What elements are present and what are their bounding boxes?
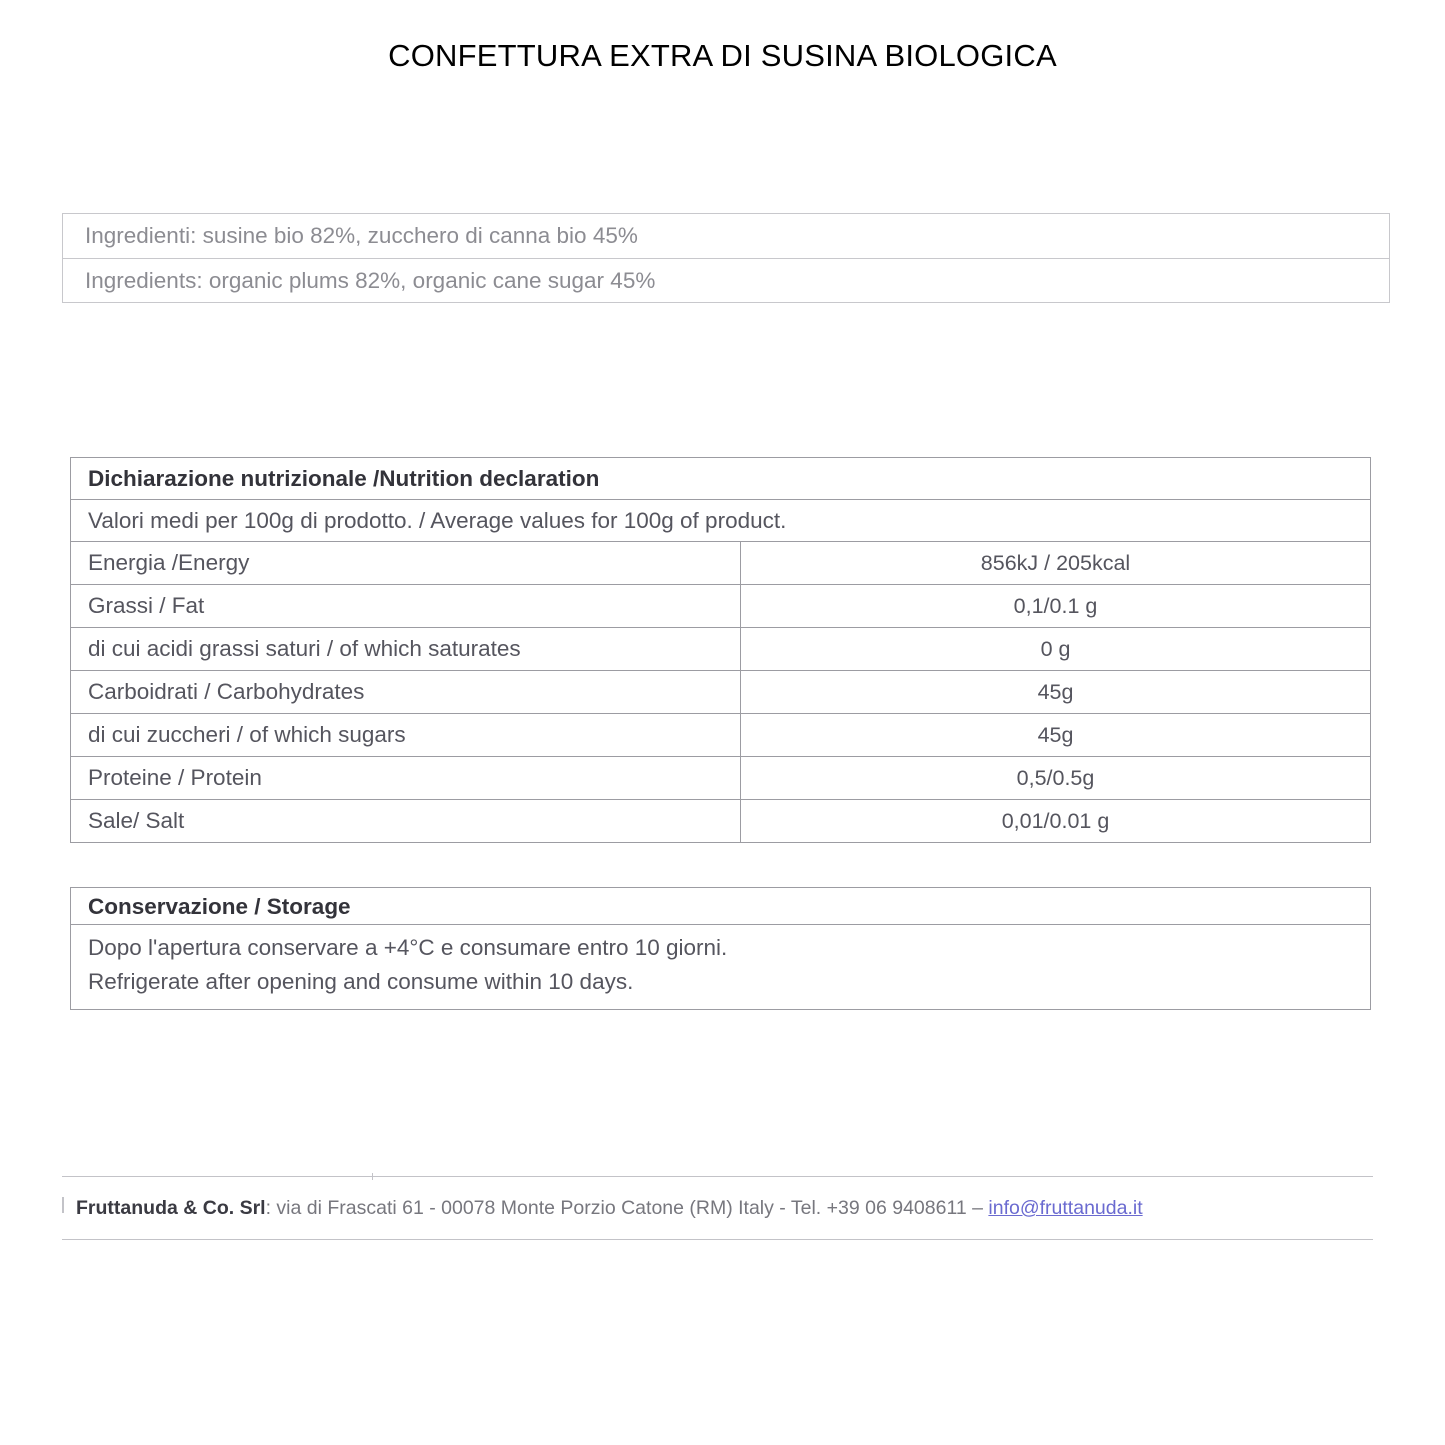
footer-left-tick: [62, 1197, 64, 1213]
table-row: [71, 757, 1371, 800]
footer: [62, 1176, 1373, 1240]
footer-content: [62, 1177, 1373, 1239]
nutrition-table-subheader: Valori medi per 100g di prodotto. / Average values for 100g of product.: [71, 500, 1371, 542]
nutrition-subheader-row: [71, 500, 1371, 542]
nutrition-header-row: [71, 458, 1371, 500]
nutrient-value: 0 g: [741, 628, 1371, 671]
nutrient-label: Carboidrati / Carbohydrates: [71, 671, 741, 714]
footer-address: : via di Frascati 61 - 00078 Monte Porzio Catone (RM) Italy - Tel. +39 06 9408611 –: [265, 1197, 989, 1219]
nutrient-label: Energia /Energy: [71, 542, 741, 585]
page-title: CONFETTURA EXTRA DI SUSINA BIOLOGICA: [388, 38, 1057, 73]
nutrient-value: 0,5/0.5g: [741, 757, 1371, 800]
nutrient-label: Sale/ Salt: [71, 800, 741, 843]
nutrient-value: 0,1/0.1 g: [741, 585, 1371, 628]
table-row: [71, 628, 1371, 671]
table-row: [71, 671, 1371, 714]
nutrient-label: di cui acidi grassi saturi / of which saturates: [71, 628, 741, 671]
nutrient-label: Proteine / Protein: [71, 757, 741, 800]
nutrient-label: Grassi / Fat: [71, 585, 741, 628]
storage-line-italian: Dopo l'apertura conservare a +4°C e consumare entro 10 giorni.: [88, 935, 728, 960]
nutrient-value: 45g: [741, 671, 1371, 714]
table-row: [71, 800, 1371, 843]
ingredients-box: [62, 213, 1390, 303]
footer-company-name: Fruttanuda & Co. Srl: [76, 1197, 266, 1219]
storage-box: [70, 887, 1371, 1010]
ingredients-english: Ingredients: organic plums 82%, organic cane sugar 45%: [63, 258, 1389, 302]
storage-header: Conservazione / Storage: [71, 888, 1370, 925]
nutrition-table-header: Dichiarazione nutrizionale /Nutrition declaration: [71, 458, 1371, 500]
storage-line-english: Refrigerate after opening and consume within 10 days.: [88, 969, 634, 994]
ingredients-italian: Ingredienti: susine bio 82%, zucchero di canna bio 45%: [85, 223, 638, 248]
nutrition-declaration-table: [70, 457, 1371, 843]
footer-bottom-rule: [62, 1239, 1373, 1240]
nutrient-label: di cui zuccheri / of which sugars: [71, 714, 741, 757]
storage-body: [71, 925, 1370, 1009]
nutrient-value: 0,01/0.01 g: [741, 800, 1371, 843]
table-row: [71, 585, 1371, 628]
footer-email-link[interactable]: info@fruttanuda.it: [988, 1197, 1143, 1219]
nutrient-value: 856kJ / 205kcal: [741, 542, 1371, 585]
table-row: [71, 542, 1371, 585]
nutrient-value: 45g: [741, 714, 1371, 757]
table-row: [71, 714, 1371, 757]
